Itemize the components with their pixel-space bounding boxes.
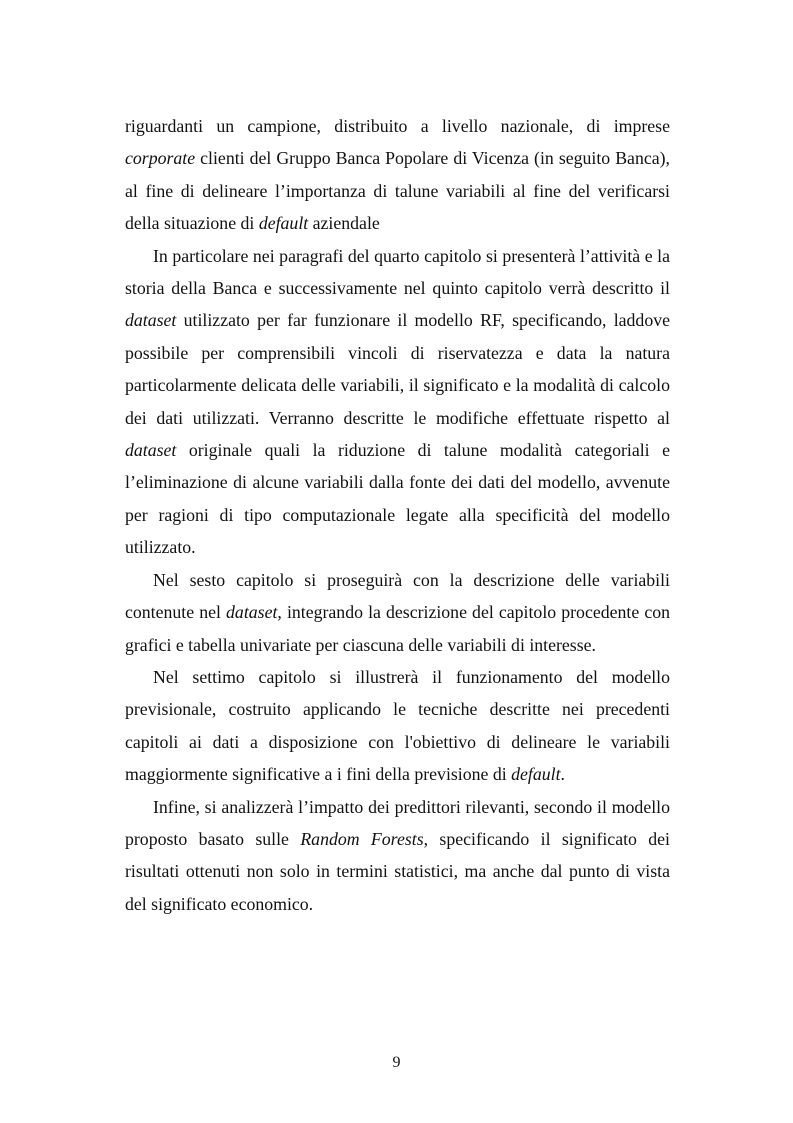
italic-term: corporate: [125, 148, 196, 169]
italic-term: default: [258, 213, 309, 234]
paragraph-text: originale quali la riduzione di talune modalità categoriali e l’eliminazione di alcune variabili dalla fonte dei dati del modello, avvenute per ragioni di tipo computazionale legate alla specificità del modello utilizzato.: [125, 440, 670, 558]
paragraph-text: aziendale: [308, 213, 380, 234]
paragraph-text: , integrando la descrizione del capitolo procedente con grafici e tabella univariate per ciascuna delle variabili di interesse.: [125, 602, 671, 655]
paragraph-2: [125, 240, 670, 564]
paragraph-text: Infine, si analizzerà l’impatto dei predittori rilevanti, secondo il modello proposto basato sulle: [125, 796, 670, 849]
paragraph-text: clienti del Gruppo Banca Popolare di Vicenza (in seguito Banca), al fine di delineare l’importanza di talune variabili al fine del verificarsi della situazione di: [125, 148, 670, 234]
italic-term: dataset: [125, 310, 177, 331]
paragraph-4: [125, 661, 670, 791]
paragraph-text: riguardanti un campione, distribuito a livello nazionale, di imprese: [125, 116, 670, 136]
paragraph-5: [125, 791, 670, 921]
paragraph-1: [125, 110, 670, 240]
paragraph-text: Nel settimo capitolo si illustrerà il funzionamento del modello previsionale, costruito applicando le tecniche descritte nei precedenti capitoli ai dati a disposizione con l'obiettivo di delineare le variabili maggiormente significative a i fini della previsione di: [125, 666, 670, 785]
paragraph-text: .: [560, 764, 565, 785]
page-number: 9: [392, 1054, 401, 1071]
paragraph-text: Nel sesto capitolo si proseguirà con la descrizione delle variabili contenute nel: [125, 569, 670, 623]
paragraph-text: , specificando il significato dei risultati ottenuti non solo in termini statistici, ma anche dal punto di vista del significato economico.: [125, 828, 670, 914]
body-text: [125, 110, 670, 920]
italic-term: Random Forests: [300, 828, 424, 849]
italic-term: dataset: [226, 602, 278, 623]
italic-term: default: [511, 764, 561, 785]
italic-term: dataset: [125, 440, 177, 461]
paragraph-3: [125, 564, 670, 661]
paragraph-text: utilizzato per far funzionare il modello RF, specificando, laddove possibile per comprensibili vincoli di riservatezza e data la natura particolarmente delicata delle variabili, il significato e la modalità di calcolo dei dati utilizzati. Verranno descritte le modifiche effettuate rispetto al: [125, 310, 670, 428]
paragraph-text: In particolare nei paragrafi del quarto capitolo si presenterà l’attività e la storia della Banca e successivamente nel quinto capitolo verrà descritto il: [125, 245, 670, 299]
